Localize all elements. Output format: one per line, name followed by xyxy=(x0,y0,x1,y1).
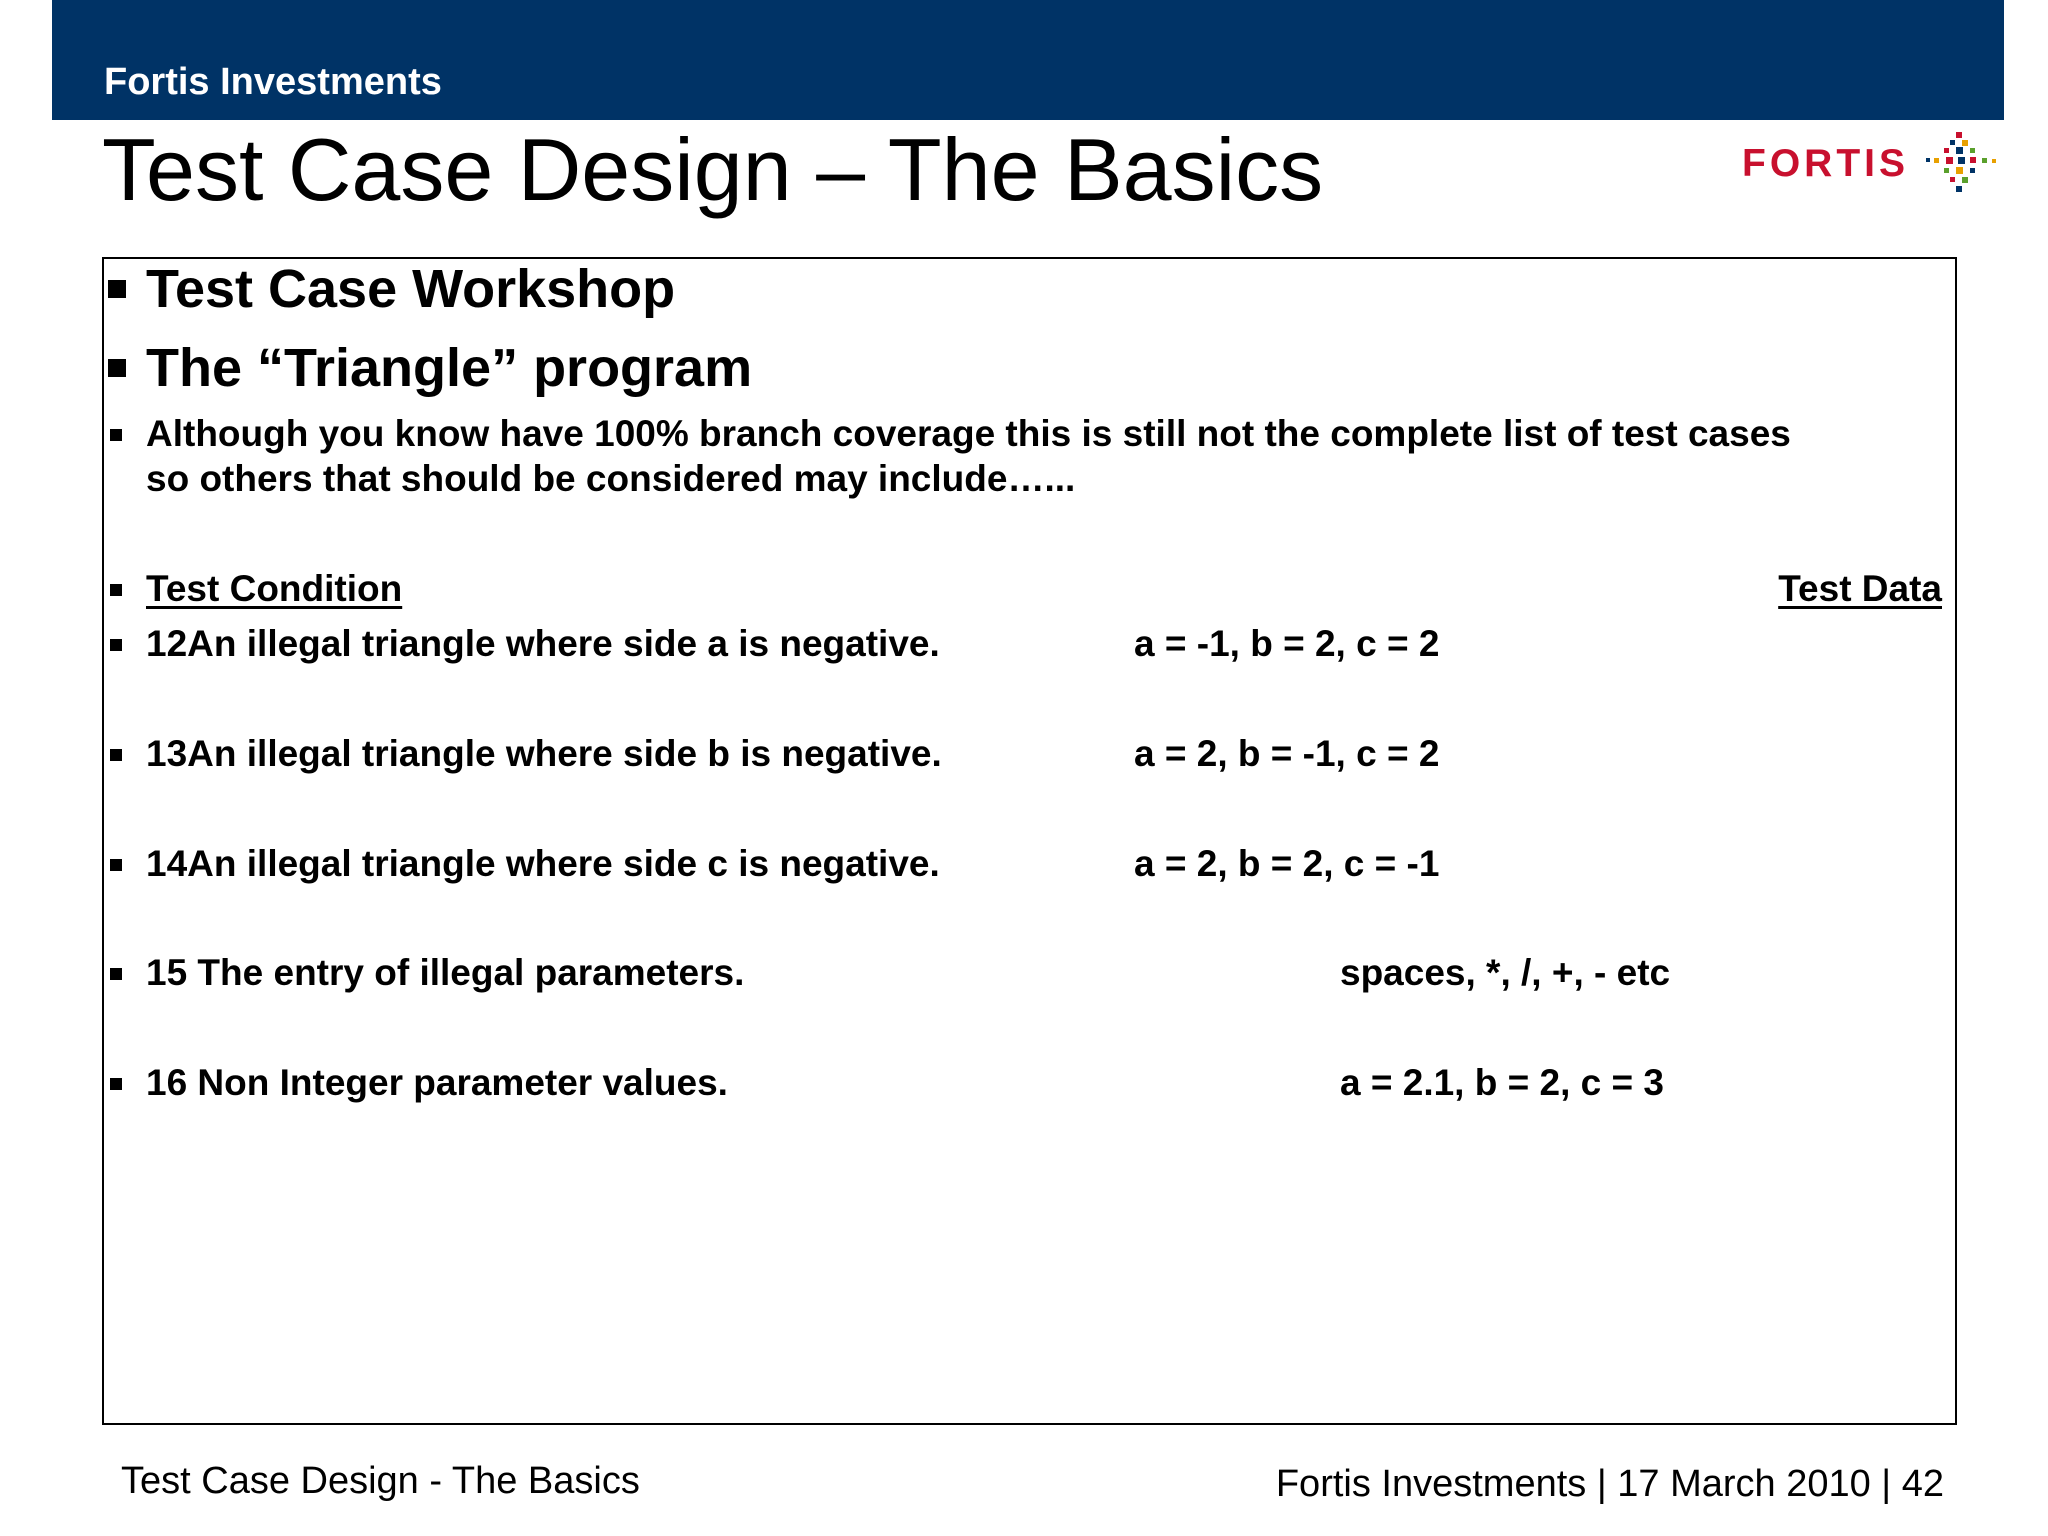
bullet-text: Test Case Workshop xyxy=(146,259,676,319)
bullet-icon xyxy=(108,359,126,377)
footer-left: Test Case Design - The Basics xyxy=(121,1460,640,1502)
bullet-test-case-workshop xyxy=(108,258,2048,320)
row-data: spaces, *, /, +, - etc xyxy=(1340,952,1671,993)
header-banner xyxy=(52,0,2004,120)
row-data: a = 2.1, b = 2, c = 3 xyxy=(1340,1062,1664,1103)
page-title: Test Case Design – The Basics xyxy=(102,120,1324,219)
row-condition: 15 The entry of illegal parameters. xyxy=(146,952,745,993)
bullet-icon xyxy=(110,749,122,761)
table-row xyxy=(108,621,2048,666)
intro-line-2: so others that should be considered may include…... xyxy=(146,458,1076,499)
row-data: a = 2, b = -1, c = 2 xyxy=(1134,733,1440,774)
row-condition: 12An illegal triangle where side a is negative. xyxy=(146,623,940,664)
row-condition: 14An illegal triangle where side c is negative. xyxy=(146,843,940,884)
table-row xyxy=(108,950,2048,995)
bullet-intro xyxy=(108,411,2048,501)
row-data: a = -1, b = 2, c = 2 xyxy=(1134,623,1440,664)
bullet-icon xyxy=(110,859,122,871)
bullet-triangle-program xyxy=(108,337,2048,399)
logo-mark-icon xyxy=(1920,130,2000,196)
row-condition: 13An illegal triangle where side b is negative. xyxy=(146,733,942,774)
row-condition: 16 Non Integer parameter values. xyxy=(146,1062,728,1103)
bullet-icon xyxy=(110,968,122,980)
bullet-icon xyxy=(110,639,122,651)
bullet-icon xyxy=(108,280,126,298)
table-row xyxy=(108,1060,2048,1105)
footer-right: Fortis Investments | 17 March 2010 | 42 xyxy=(1275,1463,1944,1505)
logo-wordmark: FORTIS xyxy=(1742,142,1909,185)
bullet-text: The “Triangle” program xyxy=(146,338,753,398)
test-data-header: Test Data xyxy=(1778,568,1942,609)
table-header xyxy=(108,566,2048,611)
company-name: Fortis Investments xyxy=(104,61,442,103)
intro-line-1: Although you know have 100% branch coverage this is still not the complete list of test cases xyxy=(146,413,1791,454)
bullet-icon xyxy=(110,584,122,596)
bullet-icon xyxy=(110,429,122,441)
test-condition-header: Test Condition xyxy=(146,568,403,609)
fortis-logo xyxy=(1742,128,2004,202)
table-row xyxy=(108,731,2048,776)
row-data: a = 2, b = 2, c = -1 xyxy=(1134,843,1440,884)
table-row xyxy=(108,841,2048,886)
bullet-icon xyxy=(110,1078,122,1090)
